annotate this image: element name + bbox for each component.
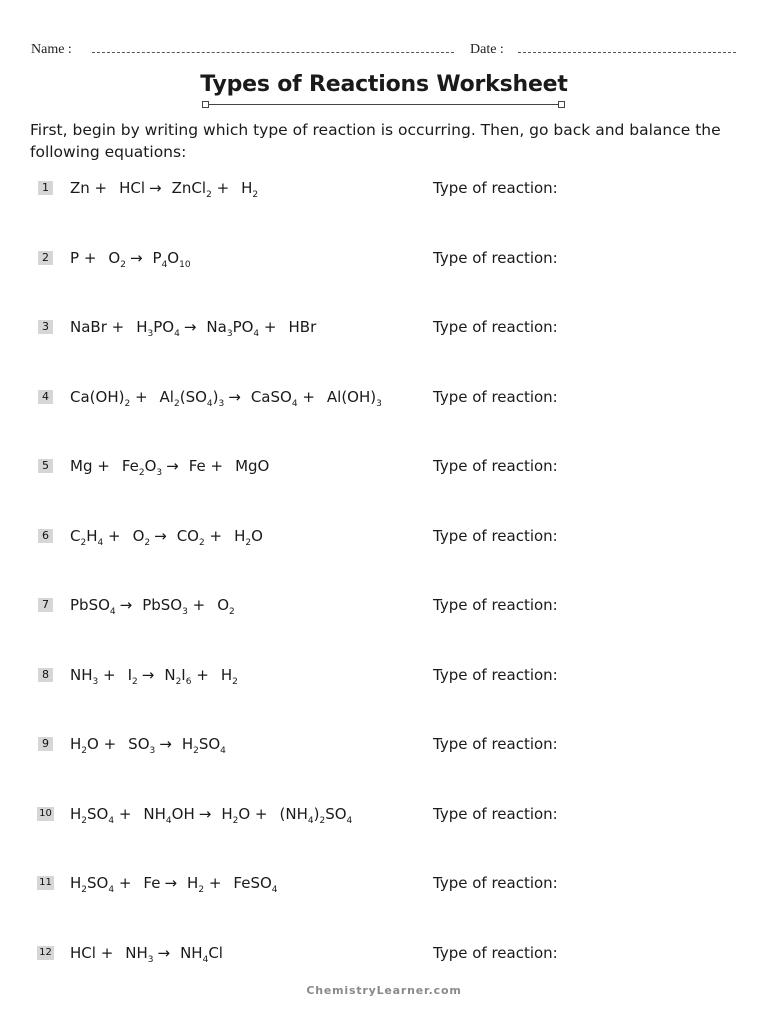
term-text: + [204, 874, 222, 892]
term-text: H [136, 318, 148, 336]
type-of-reaction-label: Type of reaction: [433, 388, 558, 406]
term-subscript: 4 [174, 329, 180, 339]
equation-term [206, 318, 233, 339]
term-subscript: 2 [81, 746, 88, 756]
equation-term [70, 457, 110, 475]
equation-term [153, 318, 180, 339]
term-subscript: 4 [165, 816, 172, 826]
term-subscript: 4 [346, 816, 353, 826]
chemical-equation [70, 457, 270, 478]
equation-term [70, 249, 96, 267]
question-row [0, 942, 768, 966]
name-blank-line[interactable] [92, 52, 454, 53]
term-subscript: 4 [161, 260, 168, 270]
equation-term [191, 666, 208, 684]
term-text: Al(OH) [326, 388, 377, 406]
term-text: O [144, 457, 157, 475]
term-text: P [152, 249, 162, 267]
question-row [0, 664, 768, 688]
question-row [0, 316, 768, 340]
term-text: NH [143, 805, 166, 823]
question-row [0, 594, 768, 618]
term-text: H [70, 874, 82, 892]
equation-term [221, 805, 239, 826]
equation-term [130, 388, 147, 406]
title-underline-left-cap [202, 101, 209, 108]
term-text: O [251, 527, 263, 545]
type-of-reaction-label: Type of reaction: [433, 457, 558, 475]
term-text: + [297, 388, 315, 406]
equation-term [87, 735, 116, 753]
term-text: Fe [143, 874, 161, 892]
equation-term [212, 388, 225, 409]
term-subscript: 2 [229, 607, 235, 617]
term-subscript: 2 [81, 885, 88, 895]
question-number-badge: 6 [38, 529, 53, 543]
equation-term [136, 318, 154, 339]
equation-term [235, 457, 269, 475]
term-text: Fe [121, 457, 139, 475]
term-text: Al [159, 388, 174, 406]
term-subscript: 4 [109, 607, 116, 617]
term-subscript: 2 [81, 816, 88, 826]
chemical-equation [70, 944, 223, 965]
type-of-reaction-label: Type of reaction: [433, 249, 558, 267]
term-subscript: 3 [226, 329, 233, 339]
term-subscript: 4 [202, 955, 209, 965]
term-subscript: 4 [97, 538, 104, 548]
term-text: O [217, 596, 230, 614]
term-text: N [164, 666, 176, 684]
equation-term [241, 179, 259, 200]
equation-term [234, 527, 252, 548]
question-number-badge: 2 [38, 251, 53, 265]
equation-term [114, 874, 131, 892]
term-text: OH [171, 805, 195, 823]
date-label: Date : [470, 42, 504, 57]
term-text: H [181, 735, 194, 753]
equation-term [125, 944, 154, 965]
term-subscript: 2 [173, 399, 180, 409]
term-text: HCl [119, 179, 146, 197]
equation-term [232, 318, 260, 339]
type-of-reaction-label: Type of reaction: [433, 527, 558, 545]
term-subscript: 2 [198, 538, 205, 548]
term-text: H [220, 666, 233, 684]
equation-term [217, 596, 235, 617]
term-text: ZnCl [171, 179, 207, 197]
term-subscript: 3 [376, 399, 382, 409]
equation-term [128, 735, 156, 756]
question-number-badge: 3 [38, 320, 53, 334]
equation-term [325, 805, 353, 826]
chemical-equation [70, 249, 191, 270]
term-text: + [187, 596, 206, 614]
term-text: + [114, 874, 132, 892]
term-subscript: 2 [193, 746, 199, 756]
term-subscript: 2 [232, 677, 238, 687]
equation-term [326, 388, 382, 409]
equation-term [114, 805, 131, 823]
term-text: P + [70, 249, 97, 267]
term-text: SO [198, 735, 221, 753]
equation-term [204, 874, 221, 892]
question-row [0, 525, 768, 549]
question-number-badge: 9 [38, 737, 53, 751]
term-subscript: 3 [156, 468, 163, 478]
reaction-arrow-icon: → [228, 388, 241, 406]
reaction-arrow-icon: → [198, 805, 212, 823]
term-text: ) [313, 805, 320, 823]
equation-term [70, 388, 131, 409]
chemical-equation [70, 388, 382, 409]
equation-term [98, 666, 115, 684]
equation-term [143, 805, 172, 826]
equation-term [159, 388, 180, 409]
term-subscript: 3 [147, 955, 154, 965]
equation-term [220, 666, 238, 687]
term-text: O + [87, 735, 117, 753]
footer-brand: ChemistryLearner.com [306, 984, 462, 997]
term-subscript: 3 [182, 607, 188, 617]
term-text: H [241, 179, 253, 197]
term-text: H [86, 527, 98, 545]
term-text: O [108, 249, 121, 267]
chemical-equation [70, 318, 317, 339]
term-subscript: 4 [291, 399, 298, 409]
equation-term [279, 805, 314, 826]
term-text: H [221, 805, 233, 823]
equation-term [181, 666, 192, 687]
term-text: SO [128, 735, 150, 753]
equation-term [70, 179, 107, 197]
term-subscript: 2 [132, 677, 138, 687]
equation-term [189, 457, 223, 475]
chemical-equation [70, 527, 263, 548]
reaction-arrow-icon: → [183, 318, 197, 336]
term-text: O [132, 527, 145, 545]
equation-term [167, 249, 191, 270]
equation-term [144, 457, 163, 478]
term-subscript: 6 [185, 677, 192, 687]
term-text: O [167, 249, 180, 267]
equation-term [259, 318, 276, 336]
chemical-equation [70, 805, 353, 826]
term-text: NaBr + [70, 318, 125, 336]
type-of-reaction-label: Type of reaction: [433, 735, 558, 753]
term-subscript: 2 [144, 538, 151, 548]
equation-term [143, 874, 160, 892]
equation-term [181, 735, 199, 756]
term-subscript: 4 [108, 816, 115, 826]
term-subscript: 2 [245, 538, 252, 548]
term-text: I [181, 666, 186, 684]
chemical-equation [70, 596, 235, 617]
equation-term [172, 805, 195, 823]
equation-term [164, 666, 182, 687]
term-text: + [114, 805, 132, 823]
question-row [0, 177, 768, 201]
term-text: (NH [279, 805, 308, 823]
term-subscript: 3 [147, 329, 154, 339]
type-of-reaction-label: Type of reaction: [433, 596, 558, 614]
equation-term [132, 527, 151, 548]
term-subscript: 2 [120, 260, 126, 270]
term-text: I [127, 666, 133, 684]
equation-term [70, 944, 113, 962]
term-text: SO [87, 805, 109, 823]
term-subscript: 3 [149, 746, 156, 756]
term-subscript: 2 [252, 190, 259, 200]
term-text: Mg + [70, 457, 110, 475]
name-label: Name : [31, 42, 72, 57]
term-text: H [70, 735, 82, 753]
term-text: HCl + [70, 944, 114, 962]
term-text: MgO [235, 457, 270, 475]
question-row [0, 872, 768, 896]
term-text: PO [232, 318, 254, 336]
term-text: NH [70, 666, 93, 684]
type-of-reaction-label: Type of reaction: [433, 944, 558, 962]
term-text: + [259, 318, 277, 336]
equation-term [313, 805, 326, 826]
term-text: ) [212, 388, 219, 406]
term-text: + [98, 666, 116, 684]
equation-term [238, 805, 267, 823]
reaction-arrow-icon: → [157, 944, 171, 962]
term-text: H [187, 874, 199, 892]
equation-term [152, 249, 168, 270]
term-subscript: 4 [253, 329, 260, 339]
equation-term [179, 388, 213, 409]
term-text: (SO [179, 388, 207, 406]
term-text: O + [238, 805, 268, 823]
equation-term [70, 318, 124, 336]
question-number-badge: 7 [38, 598, 53, 612]
header [0, 40, 768, 62]
term-text: + [211, 179, 230, 197]
reaction-arrow-icon: → [164, 874, 178, 892]
term-text: + [130, 388, 148, 406]
equation-term [205, 527, 222, 545]
page-title: Types of Reactions Worksheet [200, 72, 568, 97]
question-row [0, 386, 768, 410]
equation-term [87, 805, 115, 826]
term-subscript: 2 [80, 538, 87, 548]
term-subscript: 3 [92, 677, 99, 687]
term-subscript: 2 [138, 468, 145, 478]
question-number-badge: 8 [38, 668, 53, 682]
type-of-reaction-label: Type of reaction: [433, 179, 558, 197]
term-text: C [70, 527, 81, 545]
equation-term [119, 179, 145, 197]
title-underline-right-cap [558, 101, 565, 108]
chemical-equation [70, 179, 259, 200]
term-text: CO [176, 527, 199, 545]
question-row [0, 455, 768, 479]
equation-term [70, 874, 88, 895]
type-of-reaction-label: Type of reaction: [433, 805, 558, 823]
reaction-arrow-icon: → [129, 249, 143, 267]
equation-term [212, 179, 229, 197]
equation-term [171, 179, 212, 200]
reaction-arrow-icon: → [119, 596, 133, 614]
reaction-arrow-icon: → [149, 179, 162, 197]
type-of-reaction-label: Type of reaction: [433, 318, 558, 336]
equation-term [70, 596, 116, 617]
term-text: SO [325, 805, 347, 823]
term-subscript: 4 [271, 885, 278, 895]
type-of-reaction-label: Type of reaction: [433, 666, 558, 684]
equation-term [70, 527, 87, 548]
term-subscript: 3 [218, 399, 225, 409]
term-subscript: 2 [319, 816, 326, 826]
term-text: HBr [288, 318, 317, 336]
term-text: Na [206, 318, 227, 336]
term-text: Ca(OH) [70, 388, 125, 406]
equation-term [250, 388, 298, 409]
equation-term [70, 666, 99, 687]
term-text: H [234, 527, 246, 545]
equation-term [233, 874, 278, 895]
equation-term [70, 805, 88, 826]
term-text: NH [180, 944, 203, 962]
equation-term [180, 944, 209, 965]
date-blank-line[interactable] [518, 52, 736, 53]
question-number-badge: 1 [38, 181, 53, 195]
equation-term [289, 318, 317, 336]
term-subscript: 2 [124, 399, 131, 409]
chemical-equation [70, 874, 278, 895]
question-row [0, 733, 768, 757]
equation-term [70, 735, 88, 756]
reaction-arrow-icon: → [141, 666, 155, 684]
equation-term [103, 527, 120, 545]
equation-term [187, 874, 205, 895]
question-number-badge: 10 [37, 807, 54, 821]
equation-term [198, 735, 226, 756]
title-underline [206, 104, 562, 105]
question-number-badge: 5 [38, 459, 53, 473]
question-row [0, 803, 768, 827]
term-text: Cl [208, 944, 223, 962]
term-subscript: 4 [307, 816, 314, 826]
term-text: PO [153, 318, 175, 336]
term-subscript: 4 [206, 399, 213, 409]
term-subscript: 4 [220, 746, 226, 756]
equation-term [108, 249, 126, 270]
term-text: + [191, 666, 209, 684]
term-text: NH [125, 944, 148, 962]
equation-term [298, 388, 315, 406]
term-subscript: 4 [108, 885, 115, 895]
term-text: PbSO [142, 596, 183, 614]
reaction-arrow-icon: → [159, 735, 172, 753]
term-text: SO [87, 874, 109, 892]
equation-term [86, 527, 104, 548]
term-text: CaSO [250, 388, 292, 406]
term-text: FeSO [233, 874, 272, 892]
chemical-equation [70, 666, 238, 687]
reaction-arrow-icon: → [154, 527, 167, 545]
term-subscript: 2 [175, 677, 182, 687]
question-number-badge: 12 [37, 946, 54, 960]
term-subscript: 10 [179, 260, 191, 270]
question-number-badge: 11 [37, 876, 54, 890]
equation-term [176, 527, 205, 548]
term-text: Zn + [70, 179, 108, 197]
term-text: + [204, 527, 223, 545]
equation-term [127, 666, 138, 687]
equation-term [121, 457, 145, 478]
equation-term [87, 874, 115, 895]
equation-term [188, 596, 205, 614]
instructions: First, begin by writing which type of reaction is occurring. Then, go back and balance the following equations: [30, 121, 721, 161]
reaction-arrow-icon: → [166, 457, 179, 475]
term-text: PbSO [70, 596, 110, 614]
term-text: Fe + [188, 457, 224, 475]
term-subscript: 2 [206, 190, 212, 200]
equation-term [251, 527, 263, 545]
chemical-equation [70, 735, 226, 756]
question-row [0, 247, 768, 271]
term-text: + [103, 527, 121, 545]
equation-term [208, 944, 223, 962]
question-number-badge: 4 [38, 390, 53, 404]
equation-term [142, 596, 188, 617]
term-subscript: 2 [198, 885, 205, 895]
type-of-reaction-label: Type of reaction: [433, 874, 558, 892]
term-text: H [70, 805, 82, 823]
term-subscript: 2 [232, 816, 239, 826]
